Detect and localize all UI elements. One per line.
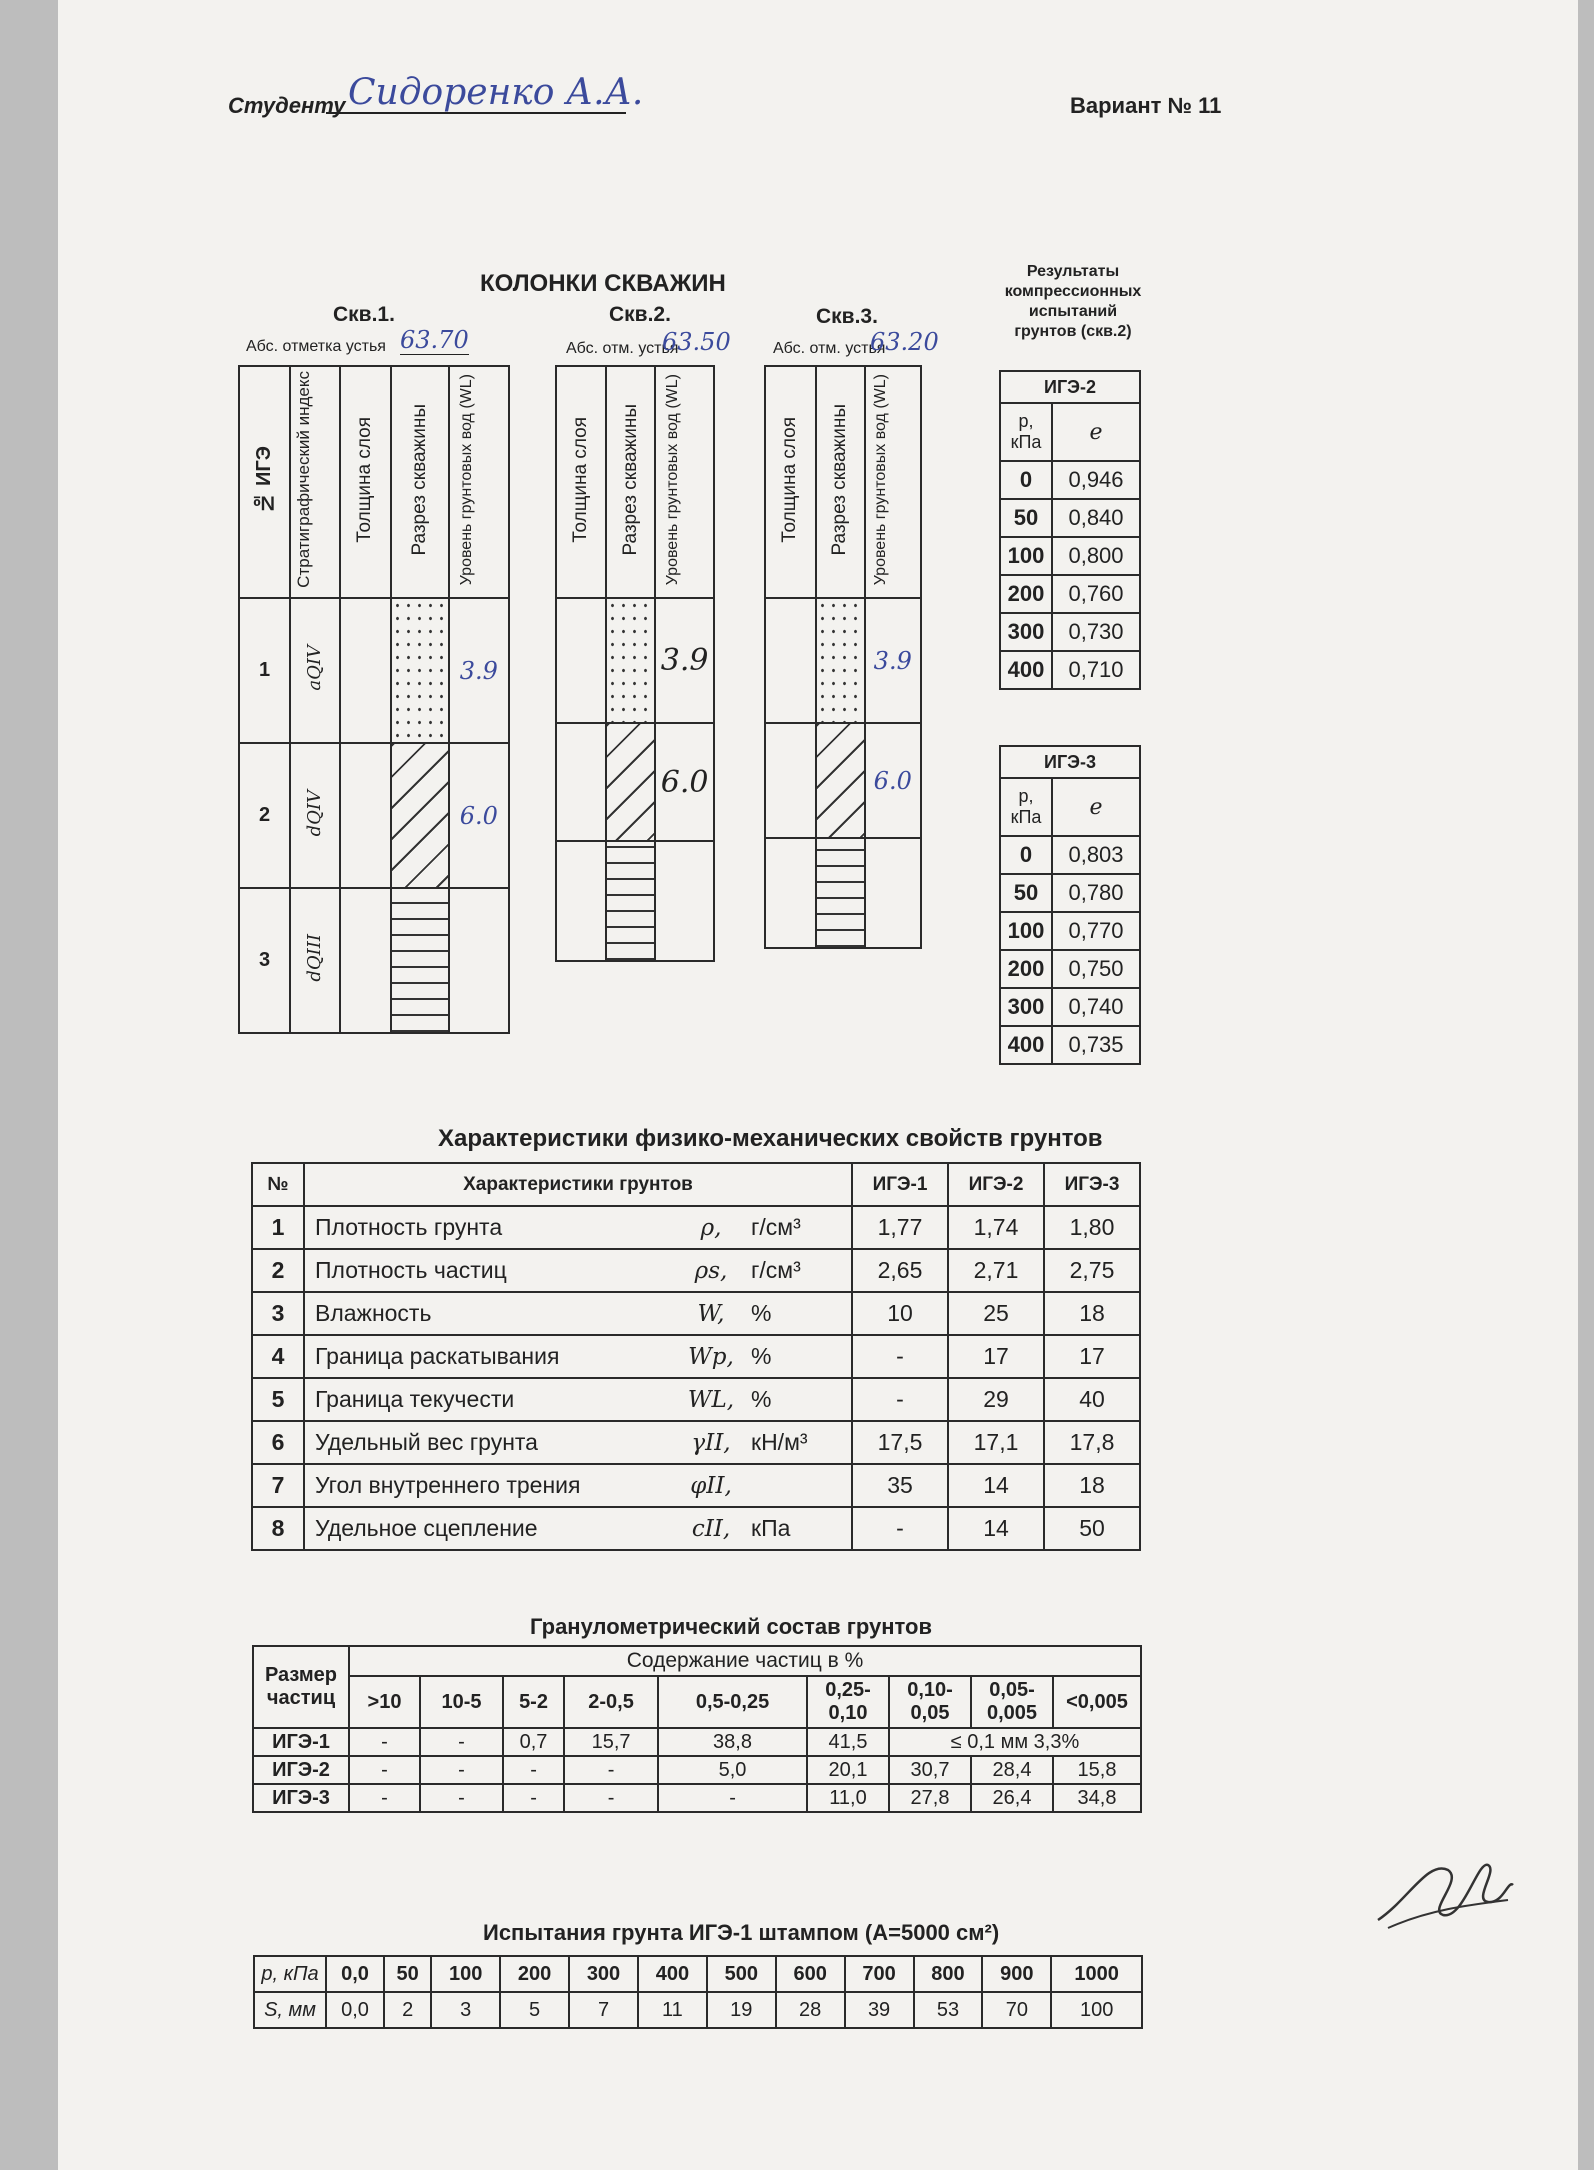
property-symbol: Wp,	[671, 1335, 751, 1378]
w2-layer3-depth	[655, 841, 714, 961]
layer1-sand-pattern	[391, 598, 449, 743]
p-label: p, кПа	[254, 1956, 326, 1992]
p-header: p, кПа	[1000, 778, 1052, 836]
property-row	[252, 1249, 1140, 1292]
fraction-header: 0,25-0,10	[807, 1676, 889, 1728]
fraction-header: 5-2	[503, 1676, 564, 1728]
p-value: 50	[1000, 874, 1052, 912]
property-ige3: 50	[1044, 1507, 1140, 1550]
w2-layer2-clay-pattern	[606, 723, 655, 841]
col-thick-header: Толщина слоя	[354, 416, 375, 543]
property-num: 4	[252, 1335, 304, 1378]
stamp-s-value: 3	[431, 1992, 500, 2028]
ige2-title: ИГЭ-2	[1000, 371, 1140, 403]
gran-value: 15,8	[1053, 1756, 1141, 1784]
property-name: Плотность грунта	[304, 1206, 671, 1249]
p-value: 0	[1000, 836, 1052, 874]
stamp-p-value: 600	[776, 1956, 845, 1992]
property-ige2: 14	[948, 1464, 1044, 1507]
fraction-header: 0,5-0,25	[658, 1676, 807, 1728]
gran-value: 20,1	[807, 1756, 889, 1784]
gran-value: -	[349, 1756, 420, 1784]
well1-mark-value: 63.70	[400, 326, 469, 354]
property-name: Граница раскатывания	[304, 1335, 671, 1378]
gran-value: 28,4	[971, 1756, 1053, 1784]
layer1-thickness	[340, 598, 391, 743]
property-symbol: φII,	[671, 1464, 751, 1507]
w2-layer1-thickness	[556, 598, 606, 723]
property-ige2: 2,71	[948, 1249, 1044, 1292]
gran-value: -	[564, 1784, 658, 1812]
col-thick-header: Толщина слоя	[570, 416, 592, 543]
w2-layer1-sand-pattern	[606, 598, 655, 723]
property-symbol: ρ,	[671, 1206, 751, 1249]
fraction-header: >10	[349, 1676, 420, 1728]
stamp-s-value: 39	[845, 1992, 914, 2028]
e-header: e	[1052, 778, 1140, 836]
stamp-s-value: 53	[914, 1992, 983, 2028]
p-value: 100	[1000, 912, 1052, 950]
col-section-header: Разрез скважины	[829, 403, 851, 556]
property-ige1: -	[852, 1335, 948, 1378]
document-sheet	[58, 0, 1578, 2170]
gran-value: -	[564, 1756, 658, 1784]
stamp-s-value: 7	[569, 1992, 638, 2028]
fraction-header: 0,05-0,005	[971, 1676, 1053, 1728]
e-value: 0,770	[1052, 912, 1140, 950]
stamp-s-value: 2	[384, 1992, 431, 2028]
e-value: 0,800	[1052, 537, 1140, 575]
property-name: Плотность частиц	[304, 1249, 671, 1292]
property-unit: г/см³	[751, 1249, 852, 1292]
well2-column	[555, 365, 715, 962]
stamp-p-value: 1000	[1051, 1956, 1142, 1992]
property-num: 5	[252, 1378, 304, 1421]
gran-value: -	[420, 1728, 503, 1756]
layer1-depth-well1: 3.9	[449, 598, 509, 743]
property-name: Влажность	[304, 1292, 671, 1335]
property-row	[252, 1421, 1140, 1464]
property-num: 6	[252, 1421, 304, 1464]
p-value: 100	[1000, 537, 1052, 575]
e-value: 0,735	[1052, 1026, 1140, 1064]
layer1-depth-well2: 3.9	[655, 598, 714, 723]
property-row	[252, 1378, 1140, 1421]
p-value: 200	[1000, 575, 1052, 613]
property-unit	[751, 1464, 852, 1507]
e-value: 0,750	[1052, 950, 1140, 988]
p-value: 400	[1000, 1026, 1052, 1064]
gran-value: -	[349, 1784, 420, 1812]
header-ige1: ИГЭ-1	[852, 1163, 948, 1206]
layer2-thickness	[340, 743, 391, 888]
fraction-header: 2-0,5	[564, 1676, 658, 1728]
property-num: 1	[252, 1206, 304, 1249]
property-ige3: 1,80	[1044, 1206, 1140, 1249]
s-label: S, мм	[254, 1992, 326, 2028]
stamp-s-value: 70	[982, 1992, 1051, 2028]
properties-title: Характеристики физико-механических свойств грунтов	[438, 1125, 1103, 1152]
e-value: 0,730	[1052, 613, 1140, 651]
well3-mark-value: 63.20	[870, 328, 939, 356]
w2-layer3-loam-pattern	[606, 841, 655, 961]
layer2-depth-well2: 6.0	[655, 723, 714, 841]
layer2-index: dQIV	[304, 789, 326, 837]
property-ige1: 17,5	[852, 1421, 948, 1464]
layer3-depth-well1	[449, 888, 509, 1033]
property-row	[252, 1206, 1140, 1249]
ige3-label: ИГЭ-3	[253, 1784, 349, 1812]
property-symbol: cII,	[671, 1507, 751, 1550]
layer3-thickness	[340, 888, 391, 1033]
ige2-label: ИГЭ-2	[253, 1756, 349, 1784]
stamp-s-value: 28	[776, 1992, 845, 2028]
property-ige1: -	[852, 1378, 948, 1421]
stamp-p-value: 0,0	[326, 1956, 384, 1992]
stamp-s-value: 19	[707, 1992, 776, 2028]
property-unit: кН/м³	[751, 1421, 852, 1464]
stamp-p-value: 500	[707, 1956, 776, 1992]
compression-ige2-table	[999, 370, 1141, 690]
gran-value: 15,7	[564, 1728, 658, 1756]
e-value: 0,760	[1052, 575, 1140, 613]
w3-layer3-thickness	[765, 838, 816, 948]
col-section-header: Разрез скважины	[619, 403, 641, 556]
layer1-num: 1	[239, 598, 290, 743]
stamp-p-value: 100	[431, 1956, 500, 1992]
size-header: Размер частиц	[253, 1646, 349, 1728]
e-value: 0,710	[1052, 651, 1140, 689]
student-name: Сидоренко А.А.	[348, 72, 644, 113]
layer3-num: 3	[239, 888, 290, 1033]
gran-value: 38,8	[658, 1728, 807, 1756]
granulometry-table	[252, 1645, 1142, 1813]
property-ige2: 1,74	[948, 1206, 1044, 1249]
header-ige3: ИГЭ-3	[1044, 1163, 1140, 1206]
w2-layer2-thickness	[556, 723, 606, 841]
signature	[1368, 1840, 1518, 1940]
variant-label: Вариант № 11	[1070, 93, 1222, 118]
property-name: Граница текучести	[304, 1378, 671, 1421]
property-ige2: 17	[948, 1335, 1044, 1378]
w3-layer2-thickness	[765, 723, 816, 838]
student-label: Студенту	[228, 93, 346, 118]
property-row	[252, 1507, 1140, 1550]
property-name: Угол внутреннего трения	[304, 1464, 671, 1507]
property-row	[252, 1335, 1140, 1378]
well2-mark-label: Абс. отм. устья	[566, 340, 679, 357]
p-value: 0	[1000, 461, 1052, 499]
col-wl-header: Уровень грунтовых вод (WL)	[457, 373, 475, 586]
stamp-p-row	[254, 1956, 1142, 1992]
col-num-header: № ИГЭ	[253, 445, 276, 514]
e-value: 0,740	[1052, 988, 1140, 1026]
gran-value: 30,7	[889, 1756, 971, 1784]
property-ige3: 17,8	[1044, 1421, 1140, 1464]
gran-value: -	[658, 1784, 807, 1812]
compression-title: Результаты компрессионных испытаний грунтов (скв.2)	[1004, 263, 1142, 340]
stamp-p-value: 50	[384, 1956, 431, 1992]
gran-value: -	[503, 1756, 564, 1784]
property-ige1: 35	[852, 1464, 948, 1507]
w3-layer2-clay-pattern	[816, 723, 865, 838]
stamp-table	[253, 1955, 1143, 2029]
layer3-loam-pattern	[391, 888, 449, 1033]
col-strat-header: Стратиграфический индекс	[293, 371, 313, 588]
w3-layer3-loam-pattern	[816, 838, 865, 948]
well2-mark-value: 63.50	[662, 328, 731, 356]
p-value: 300	[1000, 613, 1052, 651]
stamp-p-value: 800	[914, 1956, 983, 1992]
fraction-header: <0,005	[1053, 1676, 1141, 1728]
stamp-p-value: 700	[845, 1956, 914, 1992]
stamp-s-row	[254, 1992, 1142, 2028]
properties-body	[252, 1206, 1140, 1550]
property-ige3: 18	[1044, 1464, 1140, 1507]
fraction-headers	[253, 1676, 1141, 1728]
compression-ige3-table	[999, 745, 1141, 1065]
gran-value: 41,5	[807, 1728, 889, 1756]
p-value: 300	[1000, 988, 1052, 1026]
gran-value: -	[349, 1728, 420, 1756]
property-symbol: W,	[671, 1292, 751, 1335]
stamp-p-value: 400	[638, 1956, 707, 1992]
ige1-label: ИГЭ-1	[253, 1728, 349, 1756]
content-header: Содержание частиц в %	[349, 1646, 1141, 1676]
property-num: 8	[252, 1507, 304, 1550]
stamp-s-value: 5	[500, 1992, 569, 2028]
property-unit: %	[751, 1335, 852, 1378]
well3-column	[764, 365, 922, 949]
w3-layer3-depth	[865, 838, 921, 948]
property-ige1: 2,65	[852, 1249, 948, 1292]
layer2-clay-pattern	[391, 743, 449, 888]
layer2-num: 2	[239, 743, 290, 888]
p-value: 400	[1000, 651, 1052, 689]
property-symbol: WL,	[671, 1378, 751, 1421]
property-ige2: 25	[948, 1292, 1044, 1335]
property-ige1: 10	[852, 1292, 948, 1335]
property-ige2: 29	[948, 1378, 1044, 1421]
stamp-s-value: 100	[1051, 1992, 1142, 2028]
property-ige2: 14	[948, 1507, 1044, 1550]
property-name: Удельное сцепление	[304, 1507, 671, 1550]
w2-layer3-thickness	[556, 841, 606, 961]
gran-value: 26,4	[971, 1784, 1053, 1812]
stamp-p-value: 300	[569, 1956, 638, 1992]
property-ige1: -	[852, 1507, 948, 1550]
properties-table	[251, 1162, 1141, 1551]
property-ige3: 2,75	[1044, 1249, 1140, 1292]
property-unit: кПа	[751, 1507, 852, 1550]
well1-column	[238, 365, 510, 1034]
fraction-header: 0,10-0,05	[889, 1676, 971, 1728]
property-unit: г/см³	[751, 1206, 852, 1249]
gran-value: -	[420, 1756, 503, 1784]
stamp-p-value: 200	[500, 1956, 569, 1992]
header-ige2: ИГЭ-2	[948, 1163, 1044, 1206]
well3-name: Скв.3.	[816, 305, 878, 328]
stamp-title: Испытания грунта ИГЭ-1 штампом (А=5000 см²)	[483, 1920, 1000, 1945]
p-value: 200	[1000, 950, 1052, 988]
columns-title: КОЛОНКИ СКВАЖИН	[480, 270, 726, 297]
gran-value: 34,8	[1053, 1784, 1141, 1812]
property-row	[252, 1464, 1140, 1507]
property-symbol: γII,	[671, 1421, 751, 1464]
gran-value: 27,8	[889, 1784, 971, 1812]
w3-layer1-sand-pattern	[816, 598, 865, 723]
well3-mark-label: Абс. отм. устья	[773, 340, 886, 357]
property-num: 3	[252, 1292, 304, 1335]
p-value: 50	[1000, 499, 1052, 537]
property-name: Удельный вес грунта	[304, 1421, 671, 1464]
property-num: 2	[252, 1249, 304, 1292]
header-num: №	[252, 1163, 304, 1206]
stamp-s-value: 0,0	[326, 1992, 384, 2028]
property-unit: %	[751, 1292, 852, 1335]
well1-name: Скв.1.	[333, 303, 395, 326]
w3-layer1-thickness	[765, 598, 816, 723]
property-ige3: 40	[1044, 1378, 1140, 1421]
e-header: e	[1052, 403, 1140, 461]
granulometry-title: Гранулометрический состав грунтов	[530, 1614, 933, 1639]
header-characteristic: Характеристики грунтов	[304, 1163, 852, 1206]
gran-value: 5,0	[658, 1756, 807, 1784]
layer2-depth-well1: 6.0	[449, 743, 509, 888]
e-value: 0,946	[1052, 461, 1140, 499]
layer1-depth-well3: 3.9	[865, 598, 921, 723]
layer1-index: aQIV	[304, 645, 326, 691]
property-ige1: 1,77	[852, 1206, 948, 1249]
layer2-depth-well3: 6.0	[865, 723, 921, 838]
col-thick-header: Толщина слоя	[779, 416, 801, 543]
property-row	[252, 1292, 1140, 1335]
col-section-header: Разрез скважины	[408, 403, 430, 556]
col-wl-header: Уровень грунтовых вод (WL)	[663, 373, 681, 586]
e-value: 0,780	[1052, 874, 1140, 912]
gran-value: 0,7	[503, 1728, 564, 1756]
stamp-s-value: 11	[638, 1992, 707, 2028]
property-ige2: 17,1	[948, 1421, 1044, 1464]
gran-value: -	[420, 1784, 503, 1812]
gran-value: -	[503, 1784, 564, 1812]
e-value: 0,840	[1052, 499, 1140, 537]
fraction-header: 10-5	[420, 1676, 503, 1728]
p-header: p, кПа	[1000, 403, 1052, 461]
ige1-fine-note: ≤ 0,1 мм 3,3%	[889, 1728, 1141, 1756]
gran-value: 11,0	[807, 1784, 889, 1812]
e-value: 0,803	[1052, 836, 1140, 874]
property-num: 7	[252, 1464, 304, 1507]
property-ige3: 18	[1044, 1292, 1140, 1335]
layer3-index: dQIII	[304, 934, 326, 982]
well1-mark-label: Абс. отметка устья	[246, 338, 386, 355]
ige3-title: ИГЭ-3	[1000, 746, 1140, 778]
well2-name: Скв.2.	[609, 303, 671, 326]
property-symbol: ρs,	[671, 1249, 751, 1292]
stamp-p-value: 900	[982, 1956, 1051, 1992]
col-wl-header: Уровень грунтовых вод (WL)	[871, 373, 889, 586]
property-unit: %	[751, 1378, 852, 1421]
property-ige3: 17	[1044, 1335, 1140, 1378]
